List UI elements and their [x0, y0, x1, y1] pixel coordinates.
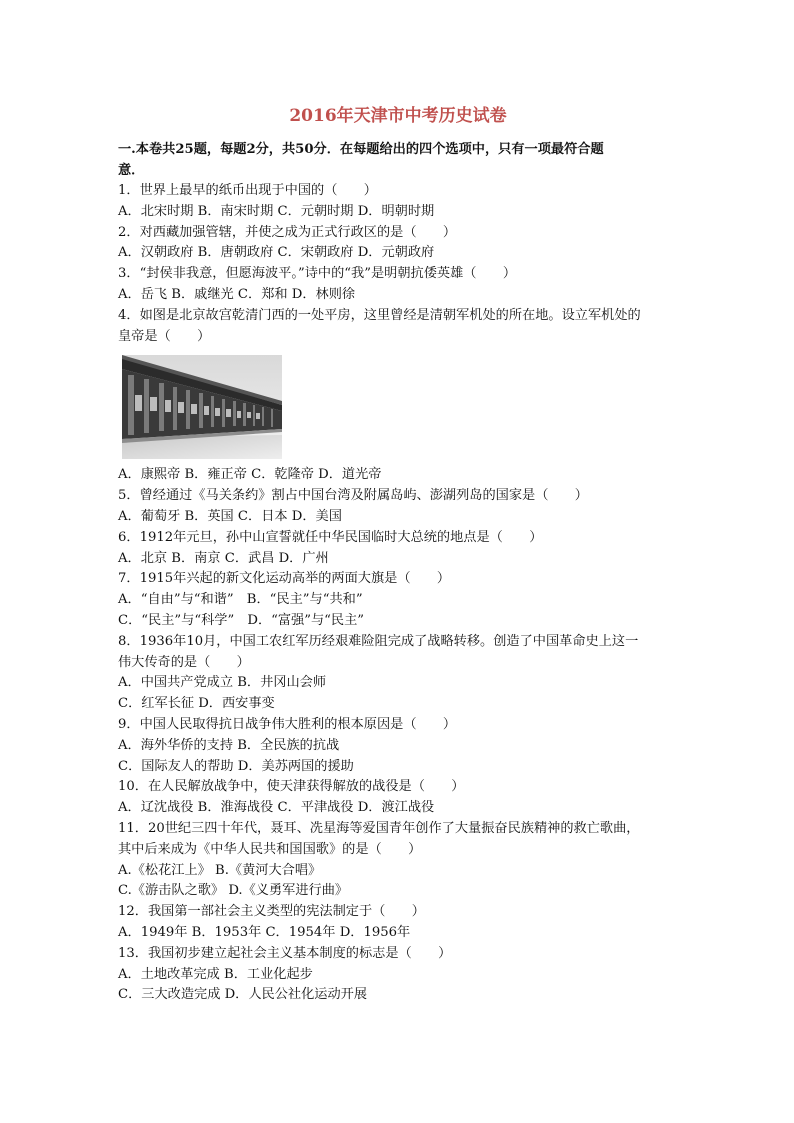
- question-line: 5．曾经通过《马关条约》割占中国台湾及附属岛屿、澎湖列岛的国家是（ ）: [118, 488, 588, 504]
- option-line: C．红军长征 D．西安事变: [118, 696, 275, 712]
- question-line: 7．1915年兴起的新文化运动高举的两面大旗是（ ）: [118, 571, 451, 587]
- exam-page: [118, 104, 678, 1006]
- option-line: A．中国共产党成立 B．井冈山会师: [118, 675, 327, 691]
- question-line: 6．1912年元旦，孙中山宣誓就任中华民国临时大总统的地点是（ ）: [118, 529, 543, 545]
- question-line: 12．我国第一部社会主义类型的宪法制定于（ ）: [118, 904, 425, 920]
- question-line: 3．“封侯非我意，但愿海波平。”诗中的“我”是明朝抗倭英雄（ ）: [118, 266, 517, 282]
- junjichu-photo: [122, 355, 282, 459]
- option-line: A．辽沈战役 B．淮海战役 C．平津战役 D．渡江战役: [118, 800, 435, 816]
- option-line: C.《游击队之歌》 D.《义勇军进行曲》: [118, 883, 349, 899]
- section-header: [118, 139, 678, 181]
- option-line: A．土地改革完成 B．工业化起步: [118, 966, 313, 982]
- option-line: A．汉朝政府 B．唐朝政府 C．宋朝政府 D．元朝政府: [118, 245, 435, 261]
- question-line: 其中后来成为《中华人民共和国国歌》的是（ ）: [118, 841, 422, 857]
- section-header-line: 一.本卷共25题，每题2分，共50分．在每题给出的四个选项中，只有一项最符合题: [118, 142, 604, 157]
- option-line: A．岳飞 B．戚继光 C．郑和 D．林则徐: [118, 286, 356, 302]
- exam-title: 2016年天津市中考历史试卷: [289, 106, 507, 126]
- question-line: 4．如图是北京故宫乾清门西的一处平房，这里曾经是清朝军机处的所在地。设立军机处的: [118, 307, 641, 323]
- junjichu-photo-graphic: [122, 355, 282, 459]
- option-line: A．“自由”与“和谐” B．“民主”与“共和”: [118, 592, 363, 608]
- question-line: 2．对西藏加强管辖，并使之成为正式行政区的是（ ）: [118, 224, 457, 240]
- question-line: 伟大传奇的是（ ）: [118, 654, 250, 670]
- option-line: A．海外华侨的支持 B．全民族的抗战: [118, 737, 340, 753]
- option-line: C．国际友人的帮助 D．美苏两国的援助: [118, 758, 354, 774]
- option-line: A．康熙帝 B．雍正帝 C．乾隆帝 D．道光帝: [118, 467, 382, 483]
- questions-block-2: [118, 465, 678, 1006]
- question-line: 9．中国人民取得抗日战争伟大胜利的根本原因是（ ）: [118, 716, 457, 732]
- question-line: 8．1936年10月，中国工农红军历经艰难险阻完成了战略转移。创造了中国革命史上这一: [118, 633, 639, 649]
- option-line: A．1949年 B．1953年 C．1954年 D．1956年: [118, 924, 411, 940]
- option-line: A.《松花江上》 B.《黄河大合唱》: [118, 862, 322, 878]
- option-line: A．葡萄牙 B．英国 C．日本 D．美国: [118, 508, 342, 524]
- option-line: C．三大改造完成 D．人民公社化运动开展: [118, 987, 368, 1003]
- questions-block-1: [118, 181, 678, 347]
- question-line: 11．20世纪三四十年代，聂耳、冼星海等爱国青年创作了大量振奋民族精神的救亡歌曲，: [118, 820, 640, 836]
- question-line: 皇帝是（ ）: [118, 328, 211, 344]
- option-line: C．“民主”与“科学” D．“富强”与“民主”: [118, 612, 365, 628]
- option-line: A．北京 B．南京 C．武昌 D．广州: [118, 550, 329, 566]
- section-header-line: 意．: [118, 163, 145, 178]
- question-line: 10．在人民解放战争中，使天津获得解放的战役是（ ）: [118, 779, 465, 795]
- question-line: 13．我国初步建立起社会主义基本制度的标志是（ ）: [118, 945, 452, 961]
- question-line: 1．世界上最早的纸币出现于中国的（ ）: [118, 183, 377, 198]
- option-line: A．北宋时期 B．南宋时期 C．元朝时期 D．明朝时期: [118, 203, 435, 219]
